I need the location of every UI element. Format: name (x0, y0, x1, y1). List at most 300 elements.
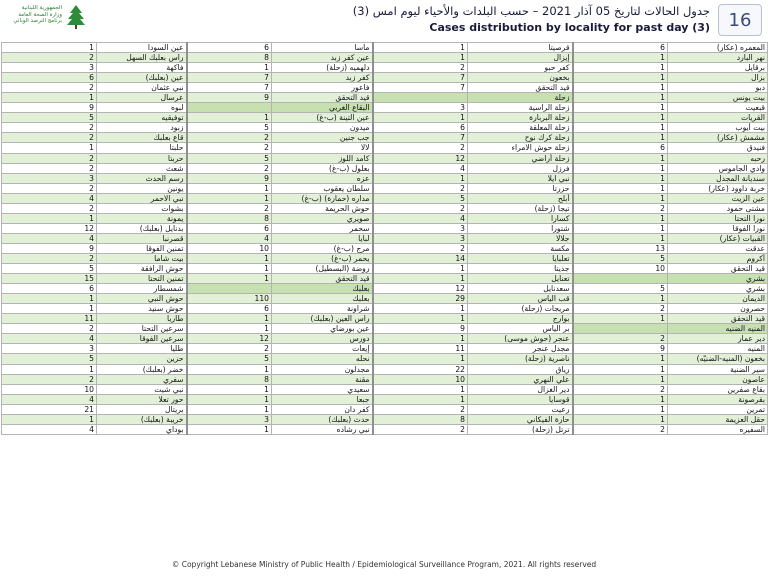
locality-name-cell: مشمش (عكار) (668, 133, 768, 143)
locality-name-cell: عدقت (668, 243, 768, 253)
case-count-cell: 1 (2, 143, 97, 153)
table-row (2, 203, 768, 213)
case-count-cell: 1 (2, 414, 97, 424)
table-row (2, 233, 768, 243)
case-count-cell: 5 (573, 284, 668, 294)
locality-name-cell: يمونة (97, 213, 187, 223)
case-count-cell: 2 (187, 133, 272, 143)
locality-name-cell: فاعور (272, 83, 373, 93)
table-row (2, 213, 768, 223)
case-count-cell: 2 (187, 163, 272, 173)
locality-name-cell: روضة (البسطيل) (272, 264, 373, 274)
locality-name-cell: ناصرية (زحلة) (468, 354, 573, 364)
case-count-cell: 2 (2, 183, 97, 193)
table-body (2, 43, 768, 435)
case-count-cell: 2 (187, 203, 272, 213)
locality-name-cell: سلطان يعقوب (272, 183, 373, 193)
case-count-cell: 1 (187, 424, 272, 434)
locality-name-cell: بوداي (97, 424, 187, 434)
locality-name-cell: زحلة الراسية (468, 103, 573, 113)
locality-name-cell: حور تعلا (97, 394, 187, 404)
case-count-cell: 1 (573, 374, 668, 384)
case-count-cell: 2 (573, 384, 668, 394)
cases-table-container (1, 42, 767, 435)
locality-name-cell: حلبتا (97, 143, 187, 153)
locality-name-cell: مجدلون (272, 364, 373, 374)
case-count-cell: 2 (373, 203, 468, 213)
case-count-cell: 2 (2, 324, 97, 334)
page-header (0, 0, 768, 42)
case-count-cell: 5 (187, 153, 272, 163)
locality-name-cell: قصرنبا (97, 233, 187, 243)
locality-name-cell: حوش النبي (97, 294, 187, 304)
case-count-cell (373, 93, 468, 103)
locality-name-cell: زحلة البربارة (468, 113, 573, 123)
locality-name-cell: القبيات (عكار) (668, 233, 768, 243)
locality-name-cell: بشوات (97, 203, 187, 213)
locality-name-cell: قب الياس (468, 294, 573, 304)
case-count-cell: 1 (573, 163, 668, 173)
case-count-cell: 29 (373, 294, 468, 304)
locality-name-cell: زبود (97, 123, 187, 133)
case-count-cell: 1 (187, 394, 272, 404)
case-count-cell: 2 (2, 83, 97, 93)
case-count-cell: 2 (573, 334, 668, 344)
case-count-cell: 1 (187, 183, 272, 193)
locality-name-cell: مشتى حمود (668, 203, 768, 213)
locality-name-cell: بيت يونس (668, 93, 768, 103)
locality-name-cell: إيعات (272, 344, 373, 354)
locality-name-cell: حوش الحريمة (272, 203, 373, 213)
district-header-cell: البقاع الغربي (272, 103, 373, 113)
locality-name-cell: تعنايل (468, 274, 573, 284)
case-count-cell: 4 (2, 233, 97, 243)
locality-name-cell: جب جنين (272, 133, 373, 143)
locality-name-cell: قيد التحقق (468, 83, 573, 93)
locality-name-cell: بيت أيوب (668, 123, 768, 133)
case-count-cell: 22 (373, 364, 468, 374)
table-row (2, 324, 768, 334)
case-count-cell: 1 (187, 113, 272, 123)
locality-name-cell: سرعين التحتا (97, 324, 187, 334)
case-count-cell: 1 (373, 113, 468, 123)
case-count-cell: 1 (2, 43, 97, 53)
case-count-cell: 6 (187, 43, 272, 53)
case-count-cell: 3 (2, 63, 97, 73)
locality-name-cell: حصرون (668, 304, 768, 314)
locality-name-cell: سير الضنية (668, 364, 768, 374)
locality-name-cell: مداره (حمارة) (ب-غ) (272, 193, 373, 203)
case-count-cell: 1 (573, 53, 668, 63)
table-row (2, 223, 768, 233)
locality-name-cell: ترتل (زحلة) (468, 424, 573, 434)
table-row (2, 354, 768, 364)
case-count-cell: 2 (573, 424, 668, 434)
ministry-logo (4, 2, 88, 38)
locality-name-cell: قبعيت (668, 103, 768, 113)
case-count-cell: 1 (373, 274, 468, 284)
case-count-cell: 7 (187, 73, 272, 83)
case-count-cell: 7 (373, 83, 468, 93)
locality-name-cell: مجدل عنجر (468, 344, 573, 354)
locality-name-cell: دير الغزال (468, 384, 573, 394)
case-count-cell: 2 (2, 163, 97, 173)
locality-name-cell: قرصيتا (468, 43, 573, 53)
locality-name-cell: كفر دان (272, 404, 373, 414)
locality-name-cell: كسارا (468, 213, 573, 223)
case-count-cell: 12 (373, 284, 468, 294)
case-count-cell: 7 (187, 83, 272, 93)
locality-name-cell: قيد التحقق (668, 314, 768, 324)
district-header-cell: بعلبك (272, 284, 373, 294)
district-header-cell: زحلة (468, 93, 573, 103)
case-count-cell: 1 (373, 354, 468, 364)
case-count-cell: 11 (2, 314, 97, 324)
case-count-cell: 1 (187, 404, 272, 414)
case-count-cell: 4 (2, 334, 97, 344)
locality-name-cell: جديتا (468, 264, 573, 274)
locality-name-cell: سحمر (272, 223, 373, 233)
case-count-cell: 1 (187, 264, 272, 274)
case-count-cell: 6 (187, 223, 272, 233)
case-count-cell: 1 (573, 314, 668, 324)
case-count-cell: 1 (573, 193, 668, 203)
locality-name-cell: جبعا (272, 394, 373, 404)
locality-name-cell: برقايل (668, 63, 768, 73)
table-row (2, 133, 768, 143)
locality-name-cell: رعيت (468, 404, 573, 414)
locality-name-cell: فنيدق (668, 143, 768, 153)
case-count-cell: 1 (573, 103, 668, 113)
locality-name-cell: دلهميه (زحلة) (272, 63, 373, 73)
case-count-cell: 1 (573, 93, 668, 103)
case-count-cell: 1 (373, 314, 468, 324)
locality-name-cell: تمرين (668, 404, 768, 414)
case-count-cell: 6 (573, 43, 668, 53)
case-count-cell: 5 (2, 354, 97, 364)
locality-name-cell: نبي عثمان (97, 83, 187, 93)
case-count-cell: 1 (573, 83, 668, 93)
locality-name-cell: سعدنايل (468, 284, 573, 294)
case-count-cell: 3 (373, 233, 468, 243)
case-count-cell: 1 (573, 183, 668, 193)
case-count-cell: 2 (2, 253, 97, 263)
case-count-cell: 1 (573, 223, 668, 233)
table-row (2, 113, 768, 123)
locality-name-cell: لالا (272, 143, 373, 153)
locality-name-cell: زحلة كرك نوح (468, 133, 573, 143)
table-row (2, 193, 768, 203)
case-count-cell: 4 (187, 233, 272, 243)
locality-name-cell: بر الياس (468, 324, 573, 334)
case-count-cell: 5 (373, 193, 468, 203)
case-count-cell: 1 (573, 133, 668, 143)
table-row (2, 394, 768, 404)
case-count-cell: 1 (187, 314, 272, 324)
case-count-cell: 2 (373, 63, 468, 73)
case-count-cell: 9 (187, 173, 272, 183)
case-count-cell: 1 (187, 253, 272, 263)
case-count-cell: 2 (2, 153, 97, 163)
case-count-cell: 1 (573, 404, 668, 414)
locality-name-cell: شعث (97, 163, 187, 173)
locality-name-cell: قيد التحقق (668, 264, 768, 274)
case-count-cell: 3 (373, 223, 468, 233)
table-row (2, 344, 768, 354)
locality-name-cell: بعلول (ب-غ) (272, 163, 373, 173)
case-count-cell: 10 (373, 374, 468, 384)
locality-name-cell: كفر حبو (468, 63, 573, 73)
table-row (2, 243, 768, 253)
case-count-cell: 1 (573, 63, 668, 73)
locality-name-cell: تيجا (زحلة) (468, 203, 573, 213)
locality-name-cell: بخعون (المنيه-الضنيّه) (668, 354, 768, 364)
locality-name-cell: قاع بعلبك (97, 133, 187, 143)
case-count-cell: 5 (187, 354, 272, 364)
table-row (2, 404, 768, 414)
locality-name-cell: رسم الحدث (97, 173, 187, 183)
locality-name-cell: تعلبايا (468, 253, 573, 263)
locality-name-cell: مريجات (زحلة) (468, 304, 573, 314)
case-count-cell: 9 (573, 344, 668, 354)
case-count-cell: 15 (2, 274, 97, 284)
case-count-cell: 6 (573, 143, 668, 153)
case-count-cell (187, 103, 272, 113)
case-count-cell: 8 (373, 414, 468, 424)
table-row (2, 384, 768, 394)
table-row (2, 143, 768, 153)
case-count-cell: 2 (187, 143, 272, 153)
case-count-cell: 1 (373, 173, 468, 183)
locality-name-cell: عين (بعلبك) (97, 73, 187, 83)
case-count-cell: 12 (373, 153, 468, 163)
locality-name-cell: زحلة حوش الامراء (468, 143, 573, 153)
locality-name-cell: شمسطار (97, 284, 187, 294)
locality-name-cell: عرسال (97, 93, 187, 103)
case-count-cell (573, 324, 668, 334)
ministry-name: الجمهورية اللبنانية وزارة الصحة العامة برنامج الترصد الوبائي (13, 5, 62, 24)
case-count-cell: 110 (187, 294, 272, 304)
locality-name-cell: دورس (272, 334, 373, 344)
case-count-cell: 1 (2, 213, 97, 223)
case-count-cell: 1 (573, 364, 668, 374)
case-count-cell: 11 (373, 344, 468, 354)
case-count-cell: 1 (373, 53, 468, 63)
case-count-cell: 1 (573, 123, 668, 133)
case-count-cell: 10 (187, 243, 272, 253)
locality-name-cell: نبي ايلا (468, 173, 573, 183)
page-title-english: Cases distribution by locality for past day (3) (429, 21, 710, 34)
table-row (2, 173, 768, 183)
title-block (353, 4, 710, 34)
case-count-cell: 1 (187, 384, 272, 394)
case-count-cell: 1 (373, 304, 468, 314)
locality-name-cell: يونين (97, 183, 187, 193)
locality-name-cell: شراونة (272, 304, 373, 314)
locality-name-cell: بقرصونة (668, 394, 768, 404)
locality-name-cell: فاكهة (97, 63, 187, 73)
case-count-cell: 1 (373, 394, 468, 404)
case-count-cell: 1 (573, 354, 668, 364)
locality-name-cell: بيت شاما (97, 253, 187, 263)
case-count-cell: 1 (187, 324, 272, 334)
case-count-cell: 14 (373, 253, 468, 263)
locality-name-cell: يحمر (ب-غ) (272, 253, 373, 263)
case-count-cell: 5 (2, 113, 97, 123)
table-row (2, 424, 768, 434)
case-count-cell: 8 (187, 374, 272, 384)
locality-name-cell: عين التينة (ب-غ) (272, 113, 373, 123)
locality-name-cell: توفيقيه (97, 113, 187, 123)
locality-name-cell: حقل العزيمة (668, 414, 768, 424)
case-count-cell: 5 (187, 123, 272, 133)
case-count-cell: 1 (2, 294, 97, 304)
locality-name-cell: جلالا (468, 233, 573, 243)
locality-name-cell: خريبة (بعلبك) (97, 414, 187, 424)
locality-name-cell: رياق (468, 364, 573, 374)
table-row (2, 304, 768, 314)
table-row (2, 103, 768, 113)
locality-name-cell: دير عمار (668, 334, 768, 344)
locality-name-cell: لبوه (97, 103, 187, 113)
locality-name-cell: تمنين التحتا (97, 274, 187, 284)
locality-name-cell: راس العين (بعلبك) (272, 314, 373, 324)
locality-name-cell: نبي شيت (97, 384, 187, 394)
locality-name-cell: سعيدي (272, 384, 373, 394)
table-row (2, 93, 768, 103)
locality-name-cell: المعمره (عكار) (668, 43, 768, 53)
case-count-cell: 1 (573, 173, 668, 183)
locality-name-cell: صويري (272, 213, 373, 223)
case-count-cell: 2 (2, 203, 97, 213)
locality-name-cell: حارة الفيكاني (468, 414, 573, 424)
case-count-cell: 2 (373, 404, 468, 414)
table-row (2, 294, 768, 304)
case-count-cell: 2 (573, 304, 668, 314)
page-number-badge: 16 (718, 4, 762, 36)
locality-name-cell: لبايا (272, 233, 373, 243)
case-count-cell: 4 (373, 213, 468, 223)
case-count-cell: 4 (373, 163, 468, 173)
locality-name-cell: كامد اللوز (272, 153, 373, 163)
case-count-cell: 2 (2, 133, 97, 143)
case-count-cell: 1 (573, 213, 668, 223)
table-row (2, 374, 768, 384)
case-count-cell: 12 (187, 334, 272, 344)
locality-name-cell: عين الزيت (668, 193, 768, 203)
locality-name-cell: مقنة (272, 374, 373, 384)
locality-name-cell: زحلة أراضي (468, 153, 573, 163)
locality-name-cell: بشري (668, 284, 768, 294)
case-count-cell: 3 (187, 414, 272, 424)
case-count-cell: 4 (2, 193, 97, 203)
case-count-cell: 1 (2, 364, 97, 374)
case-count-cell: 2 (573, 203, 668, 213)
table-row (2, 123, 768, 133)
table-row (2, 284, 768, 294)
case-count-cell: 6 (187, 304, 272, 314)
case-count-cell: 13 (573, 243, 668, 253)
locality-name-cell: الديمان (668, 294, 768, 304)
table-row (2, 183, 768, 193)
locality-name-cell: حربتا (97, 153, 187, 163)
table-row (2, 153, 768, 163)
case-count-cell: 1 (187, 63, 272, 73)
locality-name-cell: قوسايا (468, 394, 573, 404)
case-count-cell: 6 (373, 123, 468, 133)
case-count-cell: 8 (187, 213, 272, 223)
locality-name-cell: بزال (668, 73, 768, 83)
copyright-footer: © Copyright Lebanese Ministry of Public Health / Epidemiological Surveillance Program, 2021. All rights reserved (171, 560, 597, 569)
case-count-cell: 5 (573, 253, 668, 263)
case-count-cell: 1 (573, 414, 668, 424)
locality-name-cell: أكروم (668, 253, 768, 263)
case-count-cell: 1 (573, 233, 668, 243)
locality-name-cell: حزرتا (468, 183, 573, 193)
case-count-cell: 1 (187, 364, 272, 374)
locality-name-cell: السفيره (668, 424, 768, 434)
locality-name-cell: عنجر (حوش موسى) (468, 334, 573, 344)
case-count-cell: 1 (187, 193, 272, 203)
case-count-cell: 1 (573, 73, 668, 83)
table-row (2, 63, 768, 73)
table-row (2, 43, 768, 53)
locality-name-cell: مرج (ب-غ) (272, 243, 373, 253)
case-count-cell: 12 (2, 223, 97, 233)
page-title-arabic: جدول الحالات لتاريخ 05 آذار 2021 – حسب البلدات والأحياء ليوم امس (3) (352, 4, 710, 18)
locality-name-cell: رحبه (668, 153, 768, 163)
locality-name-cell: القريات (668, 113, 768, 123)
case-count-cell: 5 (2, 264, 97, 274)
case-count-cell: 1 (2, 93, 97, 103)
locality-name-cell: عين السودا (97, 43, 187, 53)
locality-name-cell: تمنين الفوقا (97, 243, 187, 253)
case-count-cell: 1 (373, 264, 468, 274)
locality-name-cell: نبي الاحمر (97, 193, 187, 203)
case-count-cell: 6 (2, 284, 97, 294)
case-count-cell: 2 (373, 243, 468, 253)
locality-name-cell: نحله (272, 354, 373, 364)
locality-name-cell: عين بورضاي (272, 324, 373, 334)
locality-name-cell: أبلح (468, 193, 573, 203)
table-row (2, 73, 768, 83)
table-row (2, 364, 768, 374)
case-count-cell: 2 (187, 344, 272, 354)
district-header-cell: بشري (668, 274, 768, 284)
locality-name-cell: خضر (بعلبك) (97, 364, 187, 374)
case-count-cell: 1 (573, 153, 668, 163)
table-row (2, 83, 768, 93)
cases-by-locality-table (1, 42, 768, 435)
locality-name-cell: طاريا (97, 314, 187, 324)
table-row (2, 163, 768, 173)
table-row (2, 264, 768, 274)
locality-name-cell: المنيه (668, 344, 768, 354)
table-row (2, 414, 768, 424)
table-row (2, 274, 768, 284)
case-count-cell: 6 (2, 73, 97, 83)
locality-name-cell: مكسة (468, 243, 573, 253)
case-count-cell: 2 (2, 374, 97, 384)
case-count-cell: 2 (2, 53, 97, 63)
locality-name-cell: سفري (97, 374, 187, 384)
locality-name-cell: وادي الجاموس (668, 163, 768, 173)
locality-name-cell: بريتال (97, 404, 187, 414)
case-count-cell: 10 (2, 384, 97, 394)
locality-name-cell: نورا التحتا (668, 213, 768, 223)
locality-name-cell: سنديانة المجدل (668, 173, 768, 183)
locality-name-cell: حدث (بعلبك) (272, 414, 373, 424)
